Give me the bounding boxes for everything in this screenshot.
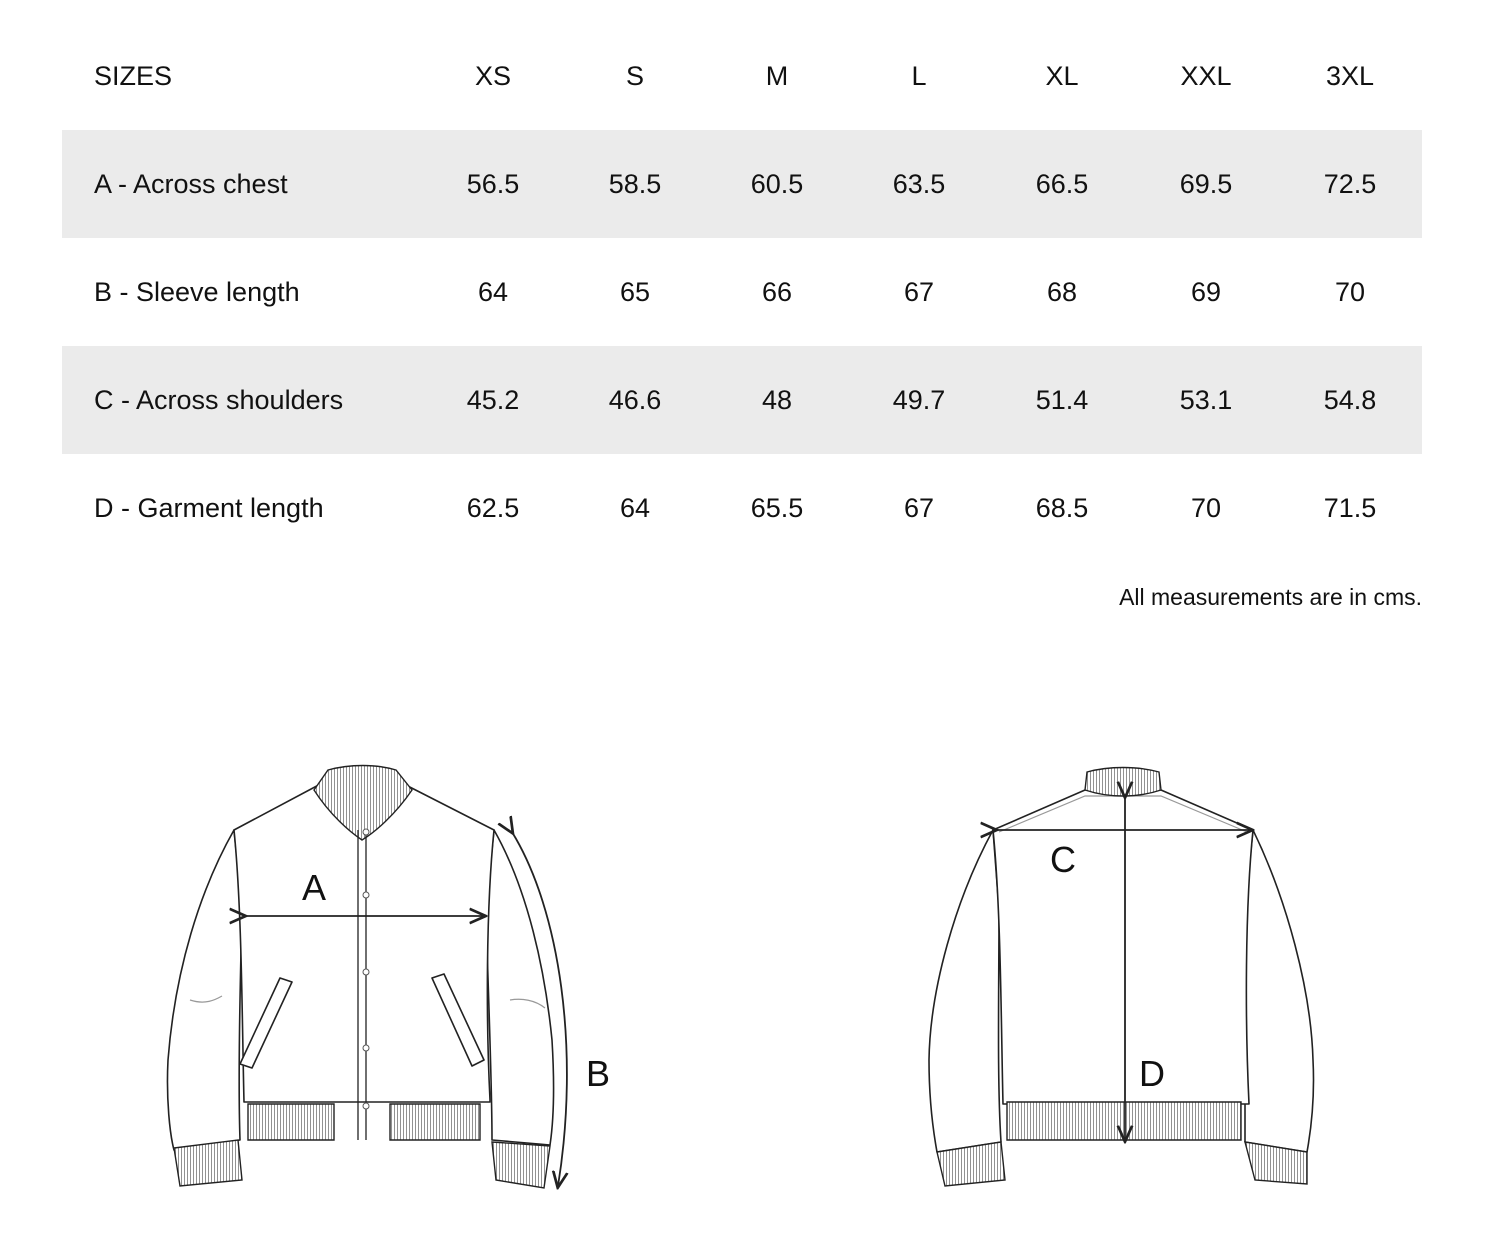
table-cell: 64: [619, 493, 651, 523]
table-cell: 67: [903, 493, 935, 523]
jacket-front-outline: [167, 766, 553, 1189]
table-cell: 63.5: [892, 169, 946, 199]
table-cell: 53.1: [1179, 385, 1233, 415]
table-cell: 66: [761, 277, 793, 307]
table-header-row: [62, 22, 1422, 130]
row-label: A - Across chest: [94, 169, 288, 199]
table-cell: 70: [1190, 493, 1222, 523]
size-chart-table: [62, 22, 1422, 562]
table-cell: 54.8: [1323, 385, 1377, 415]
table-cell: 69.5: [1179, 169, 1233, 199]
table-row: [62, 238, 1422, 346]
table-cell: 62.5: [466, 493, 520, 523]
row-label: B - Sleeve length: [94, 277, 300, 307]
jacket-front-diagram: [150, 760, 630, 1200]
table-cell: 67: [903, 277, 935, 307]
size-header: L: [911, 61, 927, 91]
table-cell: 46.6: [608, 385, 662, 415]
table-cell: 65: [619, 277, 651, 307]
table-cell: 69: [1190, 277, 1222, 307]
size-header: XXL: [1180, 61, 1232, 91]
table-cell: 70: [1334, 277, 1366, 307]
jacket-back-diagram: [915, 760, 1335, 1200]
sleeve-letter: B: [586, 1053, 611, 1094]
row-label: D - Garment length: [94, 493, 324, 523]
size-header: S: [625, 61, 644, 91]
length-letter: D: [1139, 1053, 1165, 1094]
table-cell: 72.5: [1323, 169, 1377, 199]
table-cell: 51.4: [1035, 385, 1089, 415]
shoulder-letter: C: [1050, 839, 1076, 880]
table-cell: 68: [1046, 277, 1078, 307]
size-header: M: [765, 61, 789, 91]
table-cell: 64: [477, 277, 509, 307]
table-cell: 58.5: [608, 169, 662, 199]
table-cell: 45.2: [466, 385, 520, 415]
table-row: [62, 346, 1422, 454]
size-header: XS: [474, 61, 512, 91]
size-header: XL: [1045, 61, 1079, 91]
size-header: 3XL: [1325, 61, 1375, 91]
table-cell: 48: [761, 385, 793, 415]
table-cell: 66.5: [1035, 169, 1089, 199]
measurement-note: All measurements are in cms.: [1119, 584, 1422, 610]
table-cell: 71.5: [1323, 493, 1377, 523]
table-cell: 49.7: [892, 385, 946, 415]
chest-letter: A: [302, 867, 327, 908]
table-cell: 68.5: [1035, 493, 1089, 523]
table-row: [62, 130, 1422, 238]
row-label: C - Across shoulders: [94, 385, 344, 415]
table-row: [62, 454, 1422, 562]
sizes-header: SIZES: [94, 61, 173, 91]
table-cell: 65.5: [750, 493, 804, 523]
table-cell: 60.5: [750, 169, 804, 199]
table-cell: 56.5: [466, 169, 520, 199]
